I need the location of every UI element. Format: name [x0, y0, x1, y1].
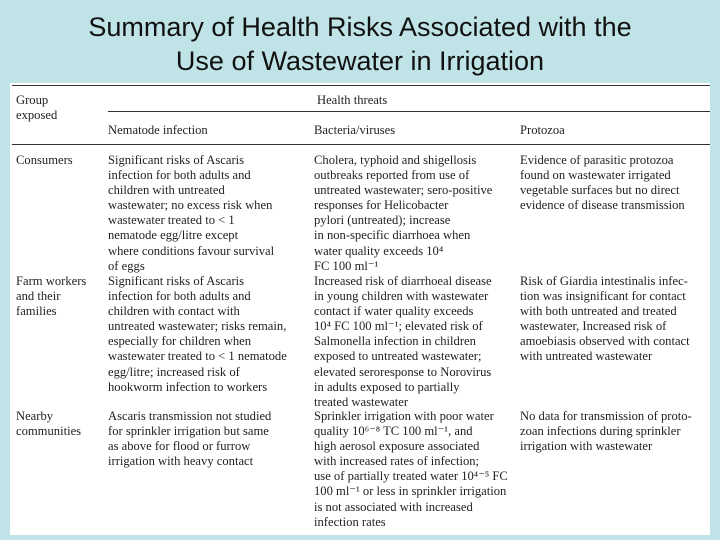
cell-line: infection rates	[314, 514, 386, 529]
cell-line: Increased risk of diarrhoeal disease	[314, 274, 492, 288]
cell-line: No data for transmission of proto-	[520, 409, 692, 423]
cell-line: and their	[16, 289, 61, 304]
cell-line: for sprinkler irrigation but same	[108, 424, 269, 439]
cell-line: Farm workers	[16, 274, 87, 288]
cell-line: amoebiasis observed with contact	[520, 334, 690, 349]
cell-line: with increased rates of infection;	[314, 454, 480, 469]
row-nearby-communities-protozoa	[520, 409, 710, 454]
header-group-exposed	[16, 93, 57, 123]
cell-line: families	[16, 304, 57, 319]
cell-line: Sprinkler irrigation with poor water	[314, 409, 494, 423]
health-threats-rule	[108, 111, 710, 112]
header-protozoa: Protozoa	[520, 123, 565, 137]
cell-line: vegetable surfaces but no direct	[520, 183, 680, 198]
row-farm-workers-protozoa	[520, 274, 710, 365]
cell-line: evidence of disease transmission	[520, 198, 685, 213]
row-consumers-group	[16, 153, 73, 168]
cell-line: with both untreated and treated	[520, 304, 677, 319]
top-rule	[12, 85, 710, 86]
title-line-2: Use of Wastewater in Irrigation	[175, 46, 545, 76]
cell-line: hookworm infection to workers	[108, 379, 268, 394]
cell-line: Nearby	[16, 409, 54, 423]
cell-line: FC 100 ml⁻¹	[314, 258, 379, 273]
cell-line: wastewater treated to < 1 nematode	[108, 349, 287, 364]
cell-line: nematode egg/litre except	[108, 228, 239, 243]
cell-line: outbreaks reported from use of	[314, 168, 470, 183]
cell-line: as above for flood or furrow	[108, 439, 251, 454]
cell-line: Salmonella infection in children	[314, 334, 476, 349]
cell-line: of eggs	[108, 258, 145, 273]
cell-line: pylori (untreated); increase	[314, 213, 451, 228]
cell-line: with untreated wastewater	[520, 349, 653, 364]
slide-title	[0, 10, 720, 78]
cell-line: found on wastewater irrigated	[520, 168, 671, 183]
table-image	[10, 83, 710, 535]
cell-line: contact if water quality exceeds	[314, 304, 474, 319]
cell-line: is not associated with increased	[314, 499, 473, 514]
cell-line: quality 10⁶⁻⁸ TC 100 ml⁻¹, and	[314, 424, 473, 439]
cell-line: tion was insignificant for contact	[520, 289, 686, 304]
cell-line: wastewater; no excess risk when	[108, 198, 273, 213]
row-nearby-communities-bacteria	[314, 409, 519, 530]
cell-line: treated wastewater	[314, 394, 409, 409]
cell-line: Significant risks of Ascaris	[108, 274, 245, 288]
cell-line: Consumers	[16, 153, 73, 167]
cell-line: Cholera, typhoid and shigellosis	[314, 153, 477, 167]
cell-line: Significant risks of Ascaris	[108, 153, 245, 167]
title-line-1: Summary of Health Risks Associated with the	[88, 12, 632, 42]
cell-line: wastewater, Increased risk of	[520, 319, 667, 334]
cell-line: use of partially treated water 10⁴⁻⁵ FC	[314, 469, 508, 484]
header-health-threats: Health threats	[317, 93, 388, 107]
cell-line: 100 ml⁻¹ or less in sprinkler irrigation	[314, 484, 507, 499]
cell-line: children with contact with	[108, 304, 240, 319]
cell-line: irrigation with heavy contact	[108, 454, 254, 469]
cell-line: 10⁴ FC 100 ml⁻¹; elevated risk of	[314, 319, 483, 334]
header-nematode-infection: Nematode infection	[108, 123, 208, 137]
cell-line: Ascaris transmission not studied	[108, 409, 272, 423]
cell-line: untreated wastewater; risks remain,	[108, 319, 287, 334]
header-rule	[12, 144, 710, 145]
row-consumers-protozoa	[520, 153, 710, 213]
cell-line: zoan infections during sprinkler	[520, 424, 681, 439]
row-consumers-nematode	[108, 153, 308, 274]
row-farm-workers-bacteria	[314, 274, 519, 410]
header-group-line: exposed	[16, 108, 58, 123]
cell-line: especially for children when	[108, 334, 252, 349]
cell-line: in young children with wastewater	[314, 289, 489, 304]
cell-line: where conditions favour survival	[108, 243, 275, 258]
cell-line: exposed to untreated wastewater;	[314, 349, 482, 364]
cell-line: Risk of Giardia intestinalis infec-	[520, 274, 688, 288]
cell-line: water quality exceeds 10⁴	[314, 243, 444, 258]
row-nearby-communities-nematode	[108, 409, 308, 469]
row-farm-workers-group	[16, 274, 86, 319]
cell-line: elevated seroresponse to Norovirus	[314, 364, 492, 379]
row-nearby-communities-group	[16, 409, 81, 439]
cell-line: in non-specific diarrhoea when	[314, 228, 471, 243]
cell-line: high aerosol exposure associated	[314, 439, 480, 454]
cell-line: children with untreated	[108, 183, 225, 198]
cell-line: irrigation with wastewater	[520, 439, 653, 454]
cell-line: infection for both adults and	[108, 289, 251, 304]
cell-line: egg/litre; increased risk of	[108, 364, 240, 379]
cell-line: communities	[16, 424, 82, 439]
cell-line: in adults exposed to partially	[314, 379, 460, 394]
row-consumers-bacteria	[314, 153, 519, 274]
cell-line: infection for both adults and	[108, 168, 251, 183]
cell-line: untreated wastewater; sero-positive	[314, 183, 493, 198]
row-farm-workers-nematode	[108, 274, 308, 395]
header-bacteria-viruses: Bacteria/viruses	[314, 123, 396, 137]
cell-line: responses for Helicobacter	[314, 198, 449, 213]
cell-line: wastewater treated to < 1	[108, 213, 235, 228]
cell-line: Evidence of parasitic protozoa	[520, 153, 674, 167]
header-group-line: Group	[16, 93, 49, 107]
